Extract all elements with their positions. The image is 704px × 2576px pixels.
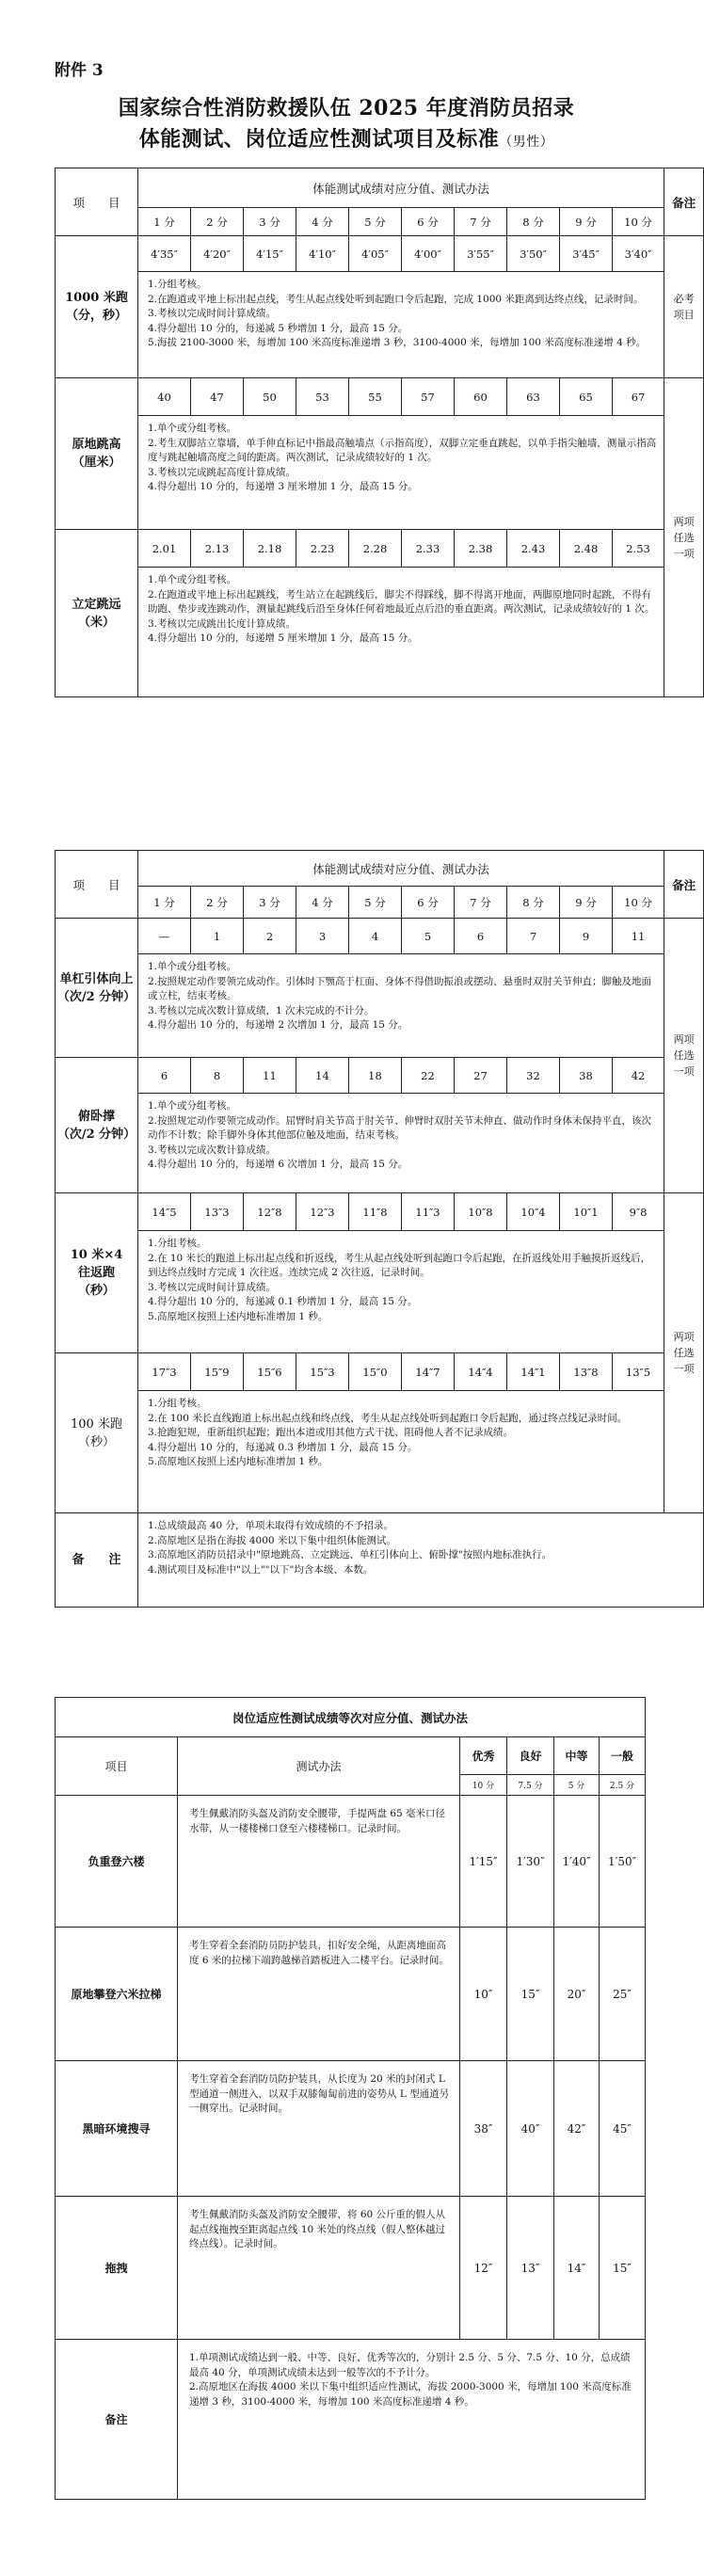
score-header: 体能测试成绩对应分值、测试办法	[138, 851, 664, 887]
method-line: 2.按照规定动作要领完成动作。引体时下颚高于杠面、身体不得借助振浪或摆动、悬垂时双肘关节伸直；脚触及地面或立柱，结束考核。	[148, 975, 652, 1001]
test-method	[138, 954, 664, 1058]
score-cell: 15″3	[296, 1353, 349, 1391]
notes-label: 备 注	[56, 1513, 138, 1608]
point-cell: 6 分	[402, 208, 455, 236]
method-line: 3.考核以完成次数计算成绩。	[148, 1144, 277, 1156]
grade-general: 一般	[600, 1737, 646, 1775]
score-cell: 15″	[507, 1928, 554, 2061]
score-cell: 5	[402, 919, 455, 954]
item-name: 原地攀登六米拉梯	[56, 1928, 178, 2061]
table-row	[56, 1058, 704, 1094]
score-cell: 3′40″	[613, 236, 664, 272]
score-cell: 1′30″	[507, 1796, 554, 1928]
score-cell: 4′05″	[349, 236, 402, 272]
score-cell: 2	[244, 919, 296, 954]
method-line: 4.得分超出 10 分的，每递增 5 厘米增加 1 分，最高 15 分。	[148, 632, 418, 644]
method-line: 5.高原地区按照上述内地标准增加 1 秒。	[148, 1310, 328, 1322]
test-method	[138, 1094, 664, 1193]
test-method	[138, 1231, 664, 1353]
method-line: 3.考核以完成跳出长度计算成绩。	[148, 617, 296, 630]
score-cell: 15″9	[191, 1353, 244, 1391]
score-cell: 13″3	[191, 1193, 244, 1231]
note-line: 2.高原地区在海拔 4000 米以下集中组织适应性测试，海拔 2000-3000 米，每增加 100 米高度标准递增 3 秒，3100-4000 米，每增加 100 米高度标准递增 4 秒。	[189, 2381, 632, 2408]
table-row	[56, 1193, 704, 1231]
score-cell: 3′55″	[455, 236, 507, 272]
table-row	[56, 1796, 646, 1928]
method-line: 3.考核以完成时间计算成绩。	[148, 308, 277, 319]
point-cell: 8 分	[507, 208, 560, 236]
score-cell: 10″4	[507, 1193, 560, 1231]
item-name: 原地跳高 （厘米）	[56, 378, 138, 530]
method-line: 3.考核以完成时间计算成绩。	[148, 1281, 277, 1293]
score-cell: 22	[402, 1058, 455, 1094]
score-cell: 13″8	[560, 1353, 613, 1391]
method-line: 4.得分超出 10 分的，每递减 0.1 秒增加 1 分，最高 15 分。	[148, 1296, 418, 1307]
score-cell: 42″	[554, 2061, 600, 2197]
point-cell: 3 分	[244, 887, 296, 919]
notes-text	[138, 1513, 704, 1608]
points-row	[56, 208, 704, 236]
score-cell: 2.23	[296, 530, 349, 568]
method-line: 2.在 10 米长的跑道上标出起点线和折返线，考生从起点线处听到起跑口令后起跑，在折返线处用手触摸折返线后，到达终点线时方完成 1 次往返。连续完成 2 次往返，记录时间。	[148, 1252, 651, 1278]
item-name: 负重登六楼	[56, 1796, 178, 1928]
method-line: 3.考核以完成次数计算成绩，1 次未完成的不计分。	[148, 1004, 375, 1016]
point-cell: 9 分	[560, 887, 613, 919]
score-cell: 4′15″	[244, 236, 296, 272]
score-cell: 3′50″	[507, 236, 560, 272]
method-line: 5.海拔 2100-3000 米，每增加 100 米高度标准递增 3 秒，3100-4000 米，每增加 100 米高度标准递增 4 秒。	[148, 337, 647, 348]
score-cell: 9″8	[613, 1193, 664, 1231]
score-cell: 12″	[460, 2197, 507, 2340]
notes-label: 备注	[56, 2340, 178, 2500]
remark-required: 必考 项目	[664, 236, 704, 378]
score-cell: 4′10″	[296, 236, 349, 272]
score-cell: 14″1	[507, 1353, 560, 1391]
note-line: 4.测试项目及标准中"以上""以下"均含本级、本数。	[148, 1563, 374, 1576]
score-cell: 14″	[554, 2197, 600, 2340]
score-cell: 32	[507, 1058, 560, 1094]
score-cell: 57	[402, 378, 455, 416]
test-method: 考生穿着全套消防员防护装具，扣好安全绳，从距离地面高度 6 米的拉梯下端跨越梯首踏板进入二楼平台。记录时间。	[178, 1928, 460, 2061]
score-cell: 15″6	[244, 1353, 296, 1391]
score-cell: 17″3	[138, 1353, 191, 1391]
score-cell: 11	[613, 919, 664, 954]
point-cell: 9 分	[560, 208, 613, 236]
score-cell: 13″5	[613, 1353, 664, 1391]
score-cell: 4′35″	[138, 236, 191, 272]
table-row	[56, 530, 704, 568]
score-cell: 53	[296, 378, 349, 416]
grade-points: 5 分	[554, 1775, 600, 1796]
score-cell: 14	[296, 1058, 349, 1094]
point-cell: 5 分	[349, 887, 402, 919]
method-line: 1.分组考核。	[148, 1398, 207, 1409]
point-cell: 5 分	[349, 208, 402, 236]
score-cell: 40	[138, 378, 191, 416]
physical-test-table-2	[55, 850, 704, 1608]
test-method: 考生佩戴消防头盔及消防安全腰带，手提两盘 65 毫米口径水带，从一楼楼梯口登至六楼楼梯口。记录时间。	[178, 1796, 460, 1928]
score-cell: 20″	[554, 1928, 600, 2061]
score-cell: 14″5	[138, 1193, 191, 1231]
score-cell: 2.43	[507, 530, 560, 568]
score-cell: 2.01	[138, 530, 191, 568]
grade-points: 2.5 分	[600, 1775, 646, 1796]
score-cell: 10″8	[455, 1193, 507, 1231]
score-cell: 15″0	[349, 1353, 402, 1391]
remark-choose-one: 两项 任选 一项	[664, 378, 704, 697]
test-method: 考生穿着全套消防员防护装具，从长度为 20 米的封闭式 L 型通道一侧进入，以双手双膝匍匐前进的姿势从 L 型通道另一侧穿出。记录时间。	[178, 2061, 460, 2197]
score-cell: 1′50″	[600, 1796, 646, 1928]
item-name: 1000 米跑 （分，秒）	[56, 236, 138, 378]
score-cell: 6	[138, 1058, 191, 1094]
score-cell: 2.18	[244, 530, 296, 568]
item-name: 10 米×4 往返跑 （秒）	[56, 1193, 138, 1353]
point-cell: 3 分	[244, 208, 296, 236]
score-cell: 15″	[600, 2197, 646, 2340]
score-cell: 12″8	[244, 1193, 296, 1231]
score-cell: 1′40″	[554, 1796, 600, 1928]
grade-medium: 中等	[554, 1737, 600, 1775]
score-cell: 9	[560, 919, 613, 954]
score-cell: 6	[455, 919, 507, 954]
method-line: 4.得分超出 10 分的，每递增 2 次增加 1 分，最高 15 分。	[148, 1019, 408, 1031]
score-cell: 38	[560, 1058, 613, 1094]
score-cell: 25″	[600, 1928, 646, 2061]
score-cell: 1′15″	[460, 1796, 507, 1928]
item-name: 拖拽	[56, 2197, 178, 2340]
point-cell: 2 分	[191, 208, 244, 236]
method-line: 1.单个或分组考核。	[148, 574, 237, 585]
grade-points: 10 分	[460, 1775, 507, 1796]
method-line: 3.抢跑犯规，重新组织起跑；跑出本道或用其他方式干扰、阻碍他人者不记录成绩。	[148, 1427, 514, 1438]
subtitle-text: 体能测试、岗位适应性测试项目及标准	[138, 127, 500, 152]
point-cell: 8 分	[507, 887, 560, 919]
method-line: 1.单个或分组考核。	[148, 423, 237, 434]
table-row	[56, 2197, 646, 2340]
score-cell: 42	[613, 1058, 664, 1094]
point-cell: 4 分	[296, 208, 349, 236]
remark-header: 备注	[664, 168, 704, 236]
table3-header: 岗位适应性测试成绩等次对应分值、测试办法	[56, 1698, 646, 1737]
method-line: 4.得分超出 10 分的，每递增 6 次增加 1 分，最高 15 分。	[148, 1159, 408, 1170]
score-cell: 2.48	[560, 530, 613, 568]
score-cell: 2.53	[613, 530, 664, 568]
point-cell: 6 分	[402, 887, 455, 919]
method-line: 2.在 100 米长直线跑道上标出起点线和终点线，考生从起点线处听到起跑口令后起跑，通过终点线记录时间。	[148, 1412, 628, 1424]
method-line: 3.考核以完成跳起高度计算成绩。	[148, 466, 296, 478]
score-cell: 8	[191, 1058, 244, 1094]
page-title: 国家综合性消防救援队伍 2025 年度消防员招录	[118, 96, 575, 120]
score-cell: 60	[455, 378, 507, 416]
item-name: 100 米跑（秒）	[56, 1353, 138, 1513]
page-subtitle	[0, 123, 693, 152]
method-line: 1.单个或分组考核。	[148, 1100, 237, 1112]
score-cell: 14″7	[402, 1353, 455, 1391]
remark-choose-one: 两项 任选 一项	[664, 919, 704, 1193]
test-method	[138, 272, 664, 378]
item-header: 项 目	[56, 851, 138, 919]
score-cell: 67	[613, 378, 664, 416]
method-line: 1.分组考核。	[148, 279, 207, 290]
points-row	[56, 887, 704, 919]
point-cell: 1 分	[138, 887, 191, 919]
method-line: 1.分组考核。	[148, 1238, 207, 1249]
table-row	[56, 2061, 646, 2197]
point-cell: 7 分	[455, 208, 507, 236]
method-line: 2.在跑道或平地上标出起点线，考生从起点线处听到起跑口令后起跑，完成 1000 米距离到达终点线，记录时间。	[148, 293, 644, 305]
table-row	[56, 1928, 646, 2061]
score-cell: 47	[191, 378, 244, 416]
method-line: 4.得分超出 10 分的，每递增 3 厘米增加 1 分，最高 15 分。	[148, 481, 418, 492]
score-cell: 10″	[460, 1928, 507, 2061]
remark-header: 备注	[664, 851, 704, 919]
remark-choose-one: 两项 任选 一项	[664, 1193, 704, 1513]
method-line: 2.考生双脚站立靠墙，单手伸直标记中指最高触墙点（示指高度），双脚立定垂直跳起，以单手指尖触墙，测量示指高度与跳起触墙高度之间的距离。两次测试，记录成绩较好的 1 次。	[148, 437, 657, 463]
score-cell: 4′00″	[402, 236, 455, 272]
score-cell: 2.38	[455, 530, 507, 568]
score-cell: 63	[507, 378, 560, 416]
note-line: 2.高原地区是指在海拔 4000 米以下集中组织体能测试。	[148, 1534, 396, 1546]
item-name: 黑暗环境搜寻	[56, 2061, 178, 2197]
score-cell: 50	[244, 378, 296, 416]
method-line: 1.单个或分组考核。	[148, 961, 237, 972]
item-name: 单杠引体向上 （次/2 分钟）	[56, 919, 138, 1058]
post-adaptability-table	[55, 1697, 646, 2500]
score-cell: 2.33	[402, 530, 455, 568]
score-header: 体能测试成绩对应分值、测试办法	[138, 168, 664, 208]
score-cell: 27	[455, 1058, 507, 1094]
notes-text	[178, 2340, 646, 2500]
item-name: 俯卧撑 （次/2 分钟）	[56, 1058, 138, 1193]
note-line: 1.单项测试成绩达到一般、中等、良好、优秀等次的，分别计 2.5 分、5 分、7.5 分、10 分，总成绩最高 40 分，单项测试成绩未达到一般等次的不予计分。	[189, 2352, 631, 2378]
score-cell: 2.13	[191, 530, 244, 568]
method-line: 2.按照规定动作要领完成动作。屈臂时肩关节高于肘关节、伸臂时双肘关节未伸直、做动作时身体未保持平直，该次动作不计数；除手脚外身体其他部位触及地面，结束考核。	[148, 1114, 652, 1141]
score-cell: 3	[296, 919, 349, 954]
score-cell: 11″3	[402, 1193, 455, 1231]
subtitle-suffix: （男性）	[499, 135, 554, 150]
score-cell: 10″1	[560, 1193, 613, 1231]
score-cell: 7	[507, 919, 560, 954]
method-header: 测试办法	[178, 1737, 460, 1796]
table-row	[56, 1353, 704, 1391]
score-cell: 12″3	[296, 1193, 349, 1231]
test-method	[138, 416, 664, 530]
score-cell: 4	[349, 919, 402, 954]
test-method: 考生佩戴消防头盔及消防安全腰带，将 60 公斤重的假人从起点线拖拽至距离起点线 10 米处的终点线（假人整体越过终点线）。记录时间。	[178, 2197, 460, 2340]
score-cell: 65	[560, 378, 613, 416]
score-cell: 55	[349, 378, 402, 416]
grade-good: 良好	[507, 1737, 554, 1775]
score-cell: 1	[191, 919, 244, 954]
score-cell: 4′20″	[191, 236, 244, 272]
point-cell: 10 分	[613, 208, 664, 236]
method-line: 4.得分超出 10 分的，每递减 0.3 秒增加 1 分，最高 15 分。	[148, 1441, 418, 1453]
score-cell: 18	[349, 1058, 402, 1094]
table-row	[56, 236, 704, 272]
score-cell: 40″	[507, 2061, 554, 2197]
method-line: 2.在跑道或平地上标出起跳线，考生站立在起跳线后，脚尖不得踩线，脚不得离开地面，两脚原地同时起跳，不得有助跑、垫步或连跳动作，测量起跳线后沿至身体任何着地最近点后沿的垂直距离。两次测试，记录成绩较好的 1 次。	[148, 588, 655, 615]
score-cell: 45″	[600, 2061, 646, 2197]
item-header: 项目	[56, 1737, 178, 1796]
point-cell: 4 分	[296, 887, 349, 919]
point-cell: 2 分	[191, 887, 244, 919]
score-cell: 38″	[460, 2061, 507, 2197]
grade-excellent: 优秀	[460, 1737, 507, 1775]
table-row	[56, 378, 704, 416]
score-cell: 11″8	[349, 1193, 402, 1231]
note-line: 1.总成绩最高 40 分，单项未取得有效成绩的不予招录。	[148, 1520, 394, 1531]
score-cell: 13″	[507, 2197, 554, 2340]
method-line: 5.高原地区按照上述内地标准增加 1 秒。	[148, 1456, 328, 1467]
point-cell: 7 分	[455, 887, 507, 919]
item-header: 项 目	[56, 168, 138, 236]
score-cell: 2.28	[349, 530, 402, 568]
test-method	[138, 1391, 664, 1513]
physical-test-table-1	[55, 168, 704, 697]
item-name: 立定跳远 （米）	[56, 530, 138, 697]
score-cell: 3′45″	[560, 236, 613, 272]
note-line: 3.高原地区消防员招录中"原地跳高、立定跳远、单杠引体向上、俯卧撑"按照内地标准执行。	[148, 1549, 552, 1560]
test-method	[138, 568, 664, 697]
grade-points: 7.5 分	[507, 1775, 554, 1796]
table-row	[56, 919, 704, 954]
point-cell: 1 分	[138, 208, 191, 236]
method-line: 4.得分超出 10 分的，每递减 5 秒增加 1 分，最高 15 分。	[148, 322, 408, 334]
score-cell: —	[138, 919, 191, 954]
score-cell: 11	[244, 1058, 296, 1094]
score-cell: 14″4	[455, 1353, 507, 1391]
attachment-label: 附件 3	[55, 61, 104, 80]
point-cell: 10 分	[613, 887, 664, 919]
